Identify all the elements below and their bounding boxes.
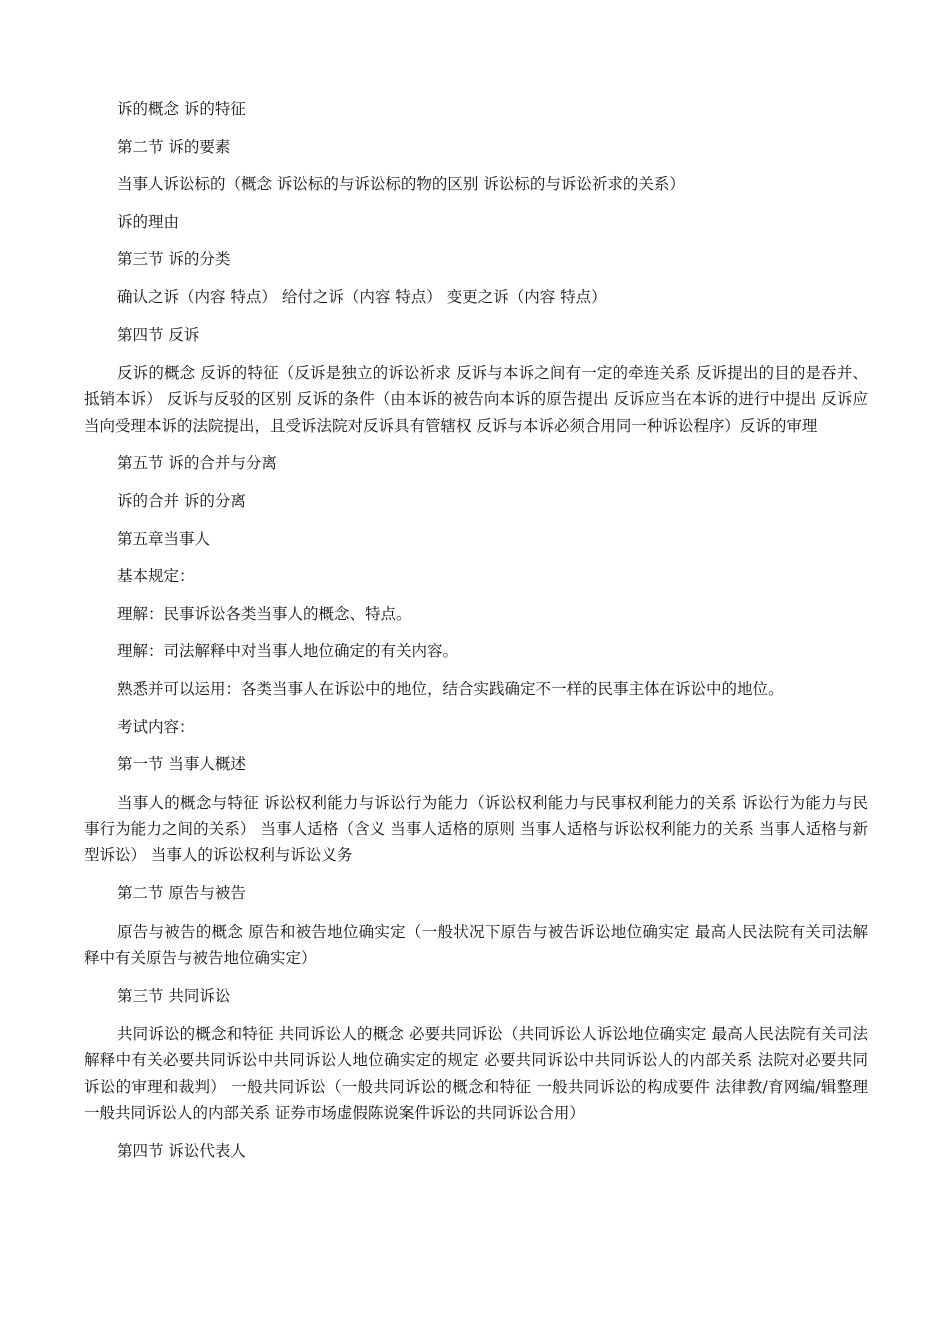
paragraph: 诉的概念 诉的特征 [117,100,246,118]
paragraph: 诉的合并 诉的分离 [117,491,246,510]
paragraph: 理解：司法解释中对当事人地位确定的有关内容。 [117,642,459,661]
paragraph: 共同诉讼的概念和特征 共同诉讼人的概念 必要共同诉讼（共同诉讼人诉讼地位确实定 最高人民法院有关司法解释中有关必要共同诉讼中共同诉讼人地位确实定的规定 必要共同诉讼中共同诉讼人的内部关系 法院对必要共同诉讼的审理和裁判） 一般共同诉讼（一般共同诉讼的概念和特征 一般共同诉讼的构成要件 法律教/育网编/辑整理 一般共同诉讼人的内部关系 证券市场虚假陈说案件诉讼的共同诉讼合用） [84,1025,868,1122]
paragraph: 确认之诉（内容 特点） 给付之诉（内容 特点） 变更之诉（内容 特点） [117,287,607,306]
paragraph: 原告与被告的概念 原告和被告地位确实定（一般状况下原告与被告诉讼地位确实定 最高人民法院有关司法解释中有关原告与被告地位确实定） [84,922,868,967]
section-heading: 第三节 共同诉讼 [117,986,231,1005]
paragraph: 熟悉并可以运用：各类当事人在诉讼中的地位，结合实践确定不一样的民事主体在诉讼中的地位。 [117,679,784,698]
section-heading: 第三节 诉的分类 [117,250,231,269]
section-heading: 第二节 诉的要素 [117,137,231,156]
paragraph: 诉的理由 [117,212,180,231]
paragraph: 反诉的概念 反诉的特征（反诉是独立的诉讼祈求 反诉与本诉之间有一定的牵连关系 反诉提出的目的是吞并、抵销本诉） 反诉与反驳的区别 反诉的条件（由本诉的被告向本诉的原告提出 反诉应当在本诉的进行中提出 反诉应当向受理本诉的法院提出，且受诉法院对反诉具有管辖权 反诉与本诉必须合用同一种诉讼程序）反诉的审理 [84,364,868,435]
paragraph: 考试内容： [117,717,195,736]
document-body [84,97,868,1176]
section-heading: 第四节 反诉 [117,325,200,344]
section-heading: 第五节 诉的合并与分离 [117,454,277,473]
paragraph: 当事人的概念与特征 诉讼权利能力与诉讼行为能力（诉讼权利能力与民事权利能力的关系 诉讼行为能力与民事行为能力之间的关系） 当事人适格（含义 当事人适格的原则 当事人适格与诉讼权利能力的关系 当事人适格与新型诉讼） 当事人的诉讼权利与诉讼义务 [84,793,868,865]
section-heading: 第二节 原告与被告 [117,883,246,902]
chapter-heading: 第五章当事人 [117,529,211,548]
paragraph: 当事人诉讼标的（概念 诉讼标的与诉讼标的物的区别 诉讼标的与诉讼祈求的关系） [117,175,685,194]
paragraph: 基本规定： [117,567,195,586]
section-heading: 第四节 诉讼代表人 [117,1141,246,1160]
paragraph: 理解：民事诉讼各类当事人的概念、特点。 [117,604,412,623]
section-heading: 第一节 当事人概述 [117,755,246,774]
